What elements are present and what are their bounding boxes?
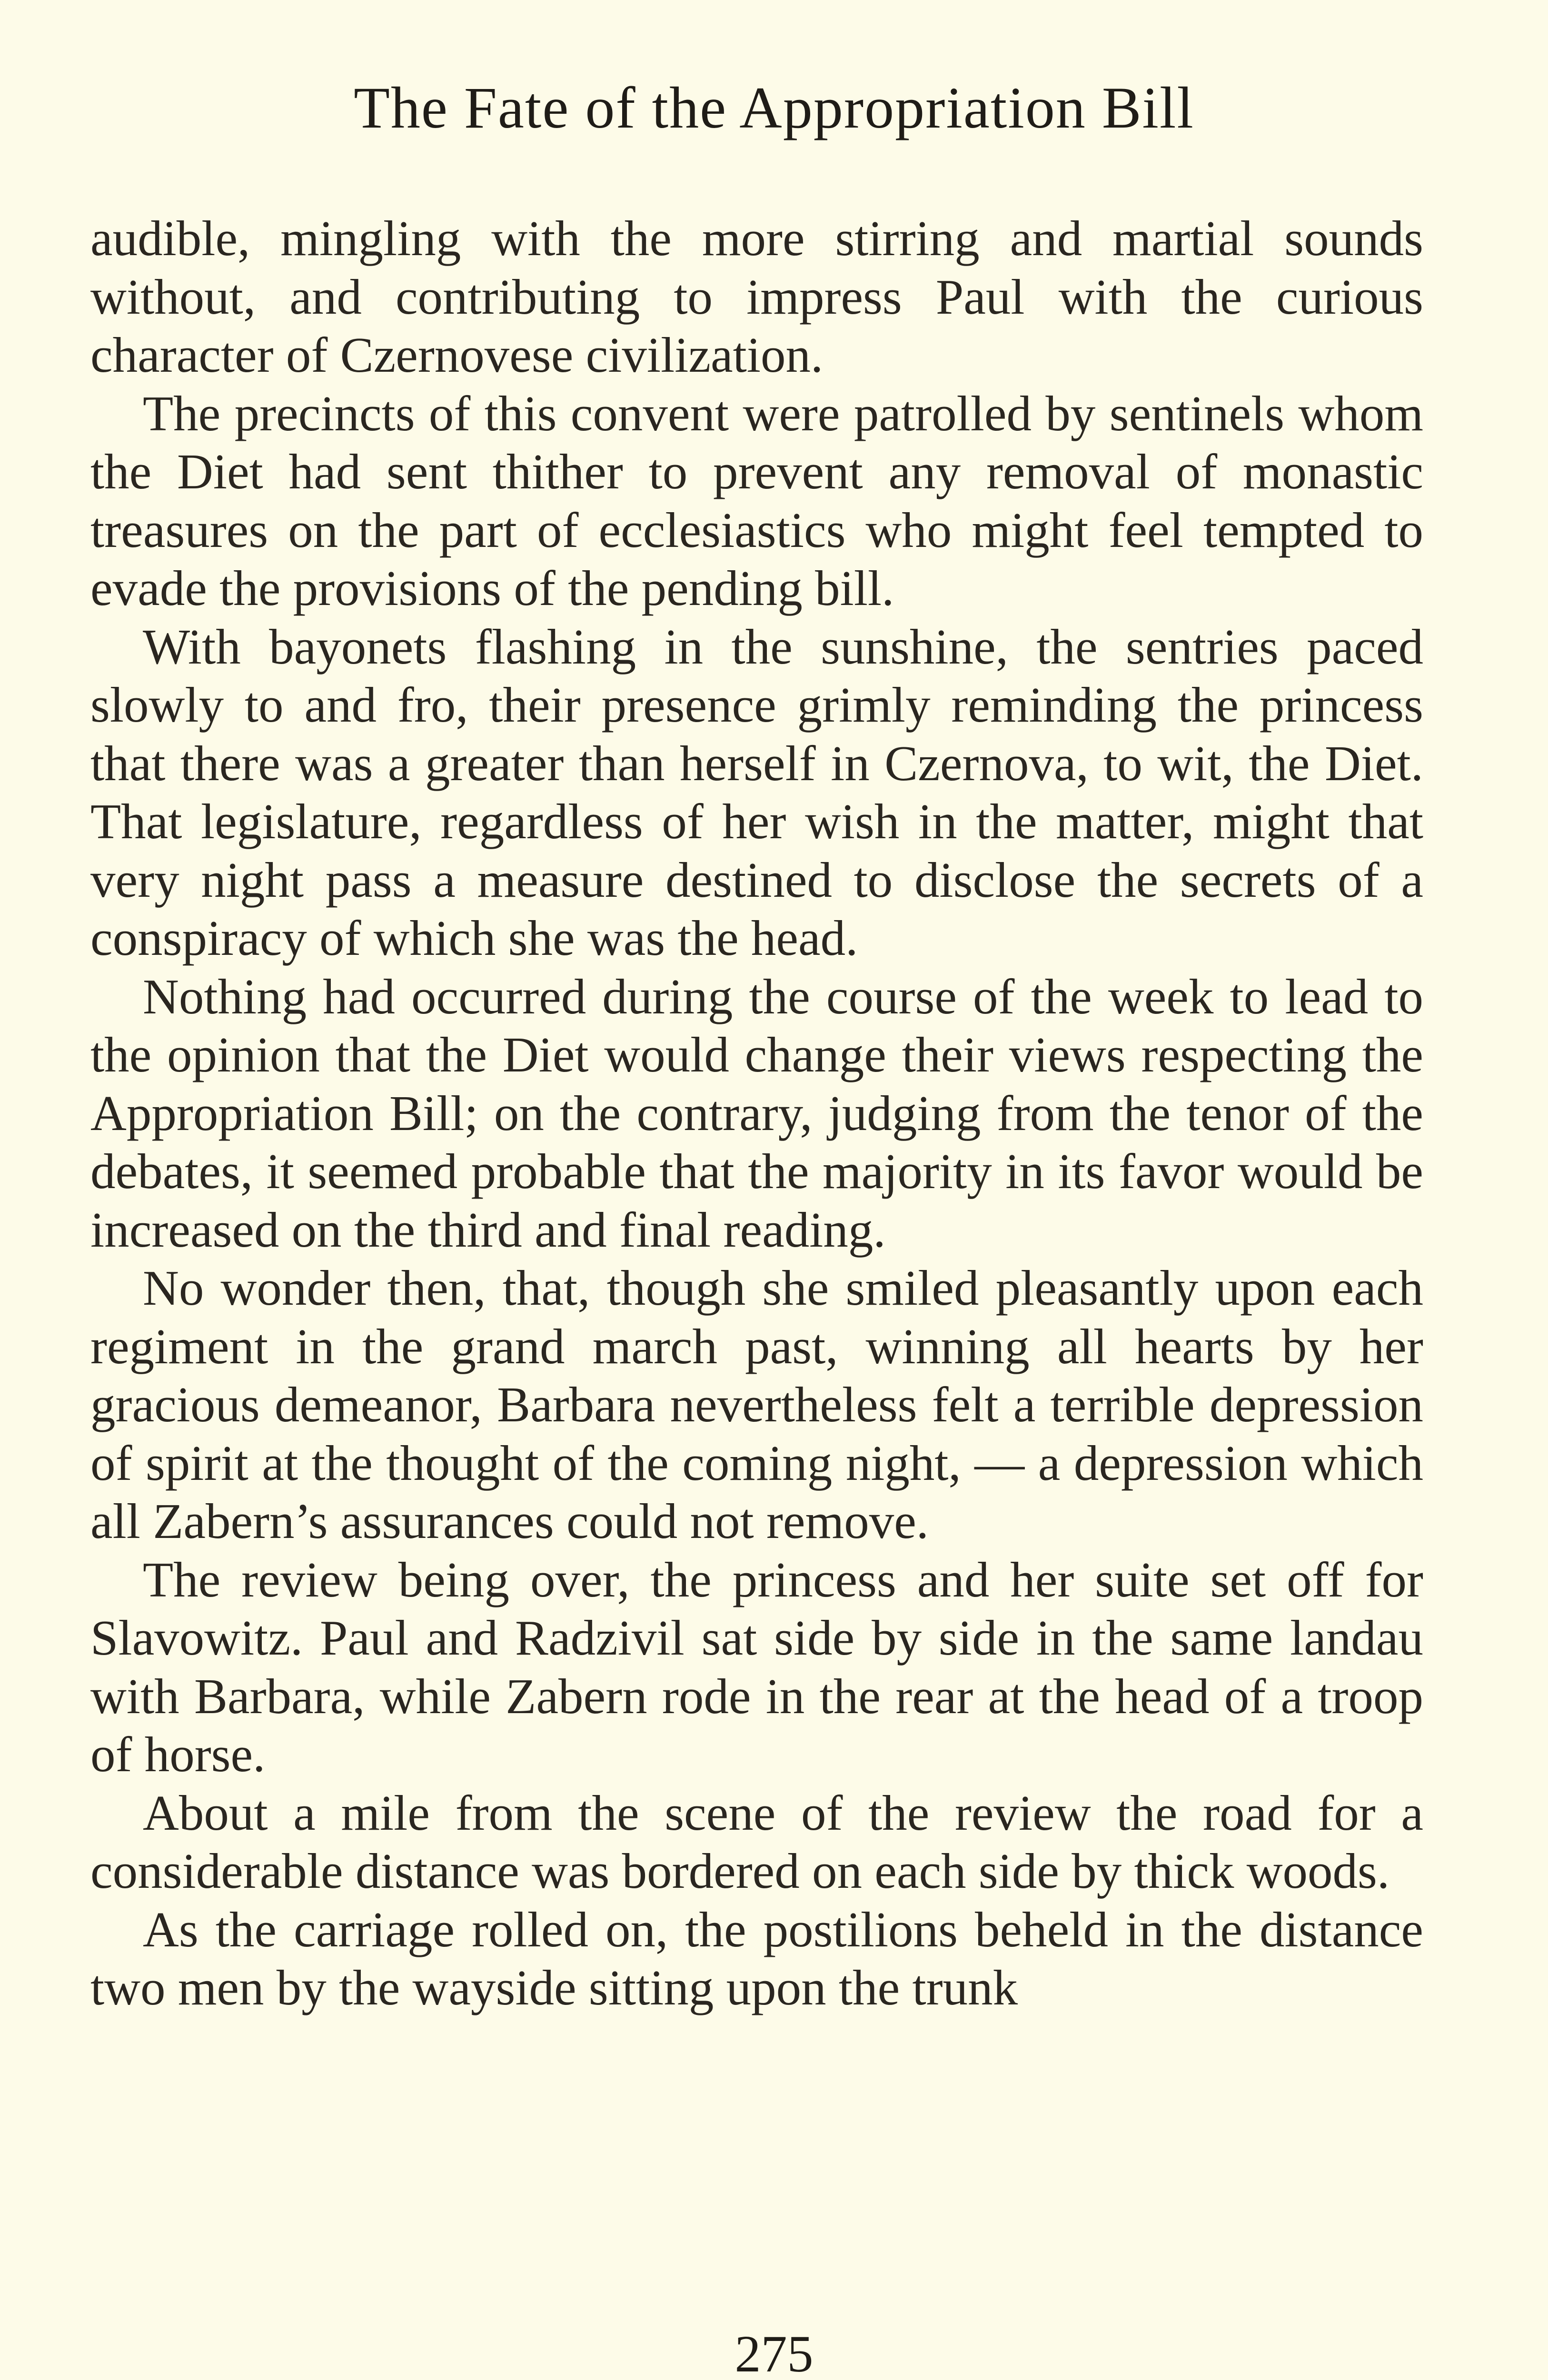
body-text (90, 209, 1423, 2017)
paragraph: About a mile from the scene of the review the road for a considerable distance was bordered on each side by thick woods. (90, 1785, 1423, 1899)
paragraph: As the carriage rolled on, the postilions beheld in the distance two men by the wayside sitting upon the trunk (90, 1901, 1423, 2015)
paragraph: No wonder then, that, though she smiled pleasantly upon each regiment in the grand march past, winning all hearts by her gracious demeanor, Barbara nevertheless felt a terrible depression of spirit at the thought of the coming night, — a depression which all Zabern’s assurances could not remove. (90, 1260, 1423, 1549)
paragraph: With bayonets flashing in the sunshine, the sentries paced slowly to and fro, their presence grimly reminding the princess that there was a greater than herself in Czernova, to wit, the Diet. That legislature, regardless of her wish in the matter, might that very night pass a measure destined to disclose the secrets of a conspiracy of which she was the head. (90, 618, 1423, 966)
paragraph: Nothing had occurred during the course of the week to lead to the opinion that the Diet would change their views respecting the Appropriation Bill; on the contrary, judging from the tenor of the debates, it seemed probable that the majority in its favor would be increased on the third and final reading. (90, 968, 1423, 1258)
paragraph: The precincts of this convent were patrolled by sentinels whom the Diet had sent thither to prevent any removal of monastic treasures on the part of ecclesiastics who might feel tempted to evade the provisions of the pending bill. (90, 385, 1423, 616)
running-title: The Fate of the Appropriation Bill (354, 75, 1194, 140)
paragraph: The review being over, the princess and her suite set off for Slavowitz. Paul and Radzivil sat side by side in the same landau with Barbara, while Zabern rode in the rear at the head of a troop of horse. (90, 1551, 1423, 1782)
page-number: 275 (734, 2325, 814, 2380)
paragraph-continued: audible, mingling with the more stirring and martial sounds without, and contributing to impress Paul with the curious character of Czernovese civilization. (90, 210, 1423, 383)
